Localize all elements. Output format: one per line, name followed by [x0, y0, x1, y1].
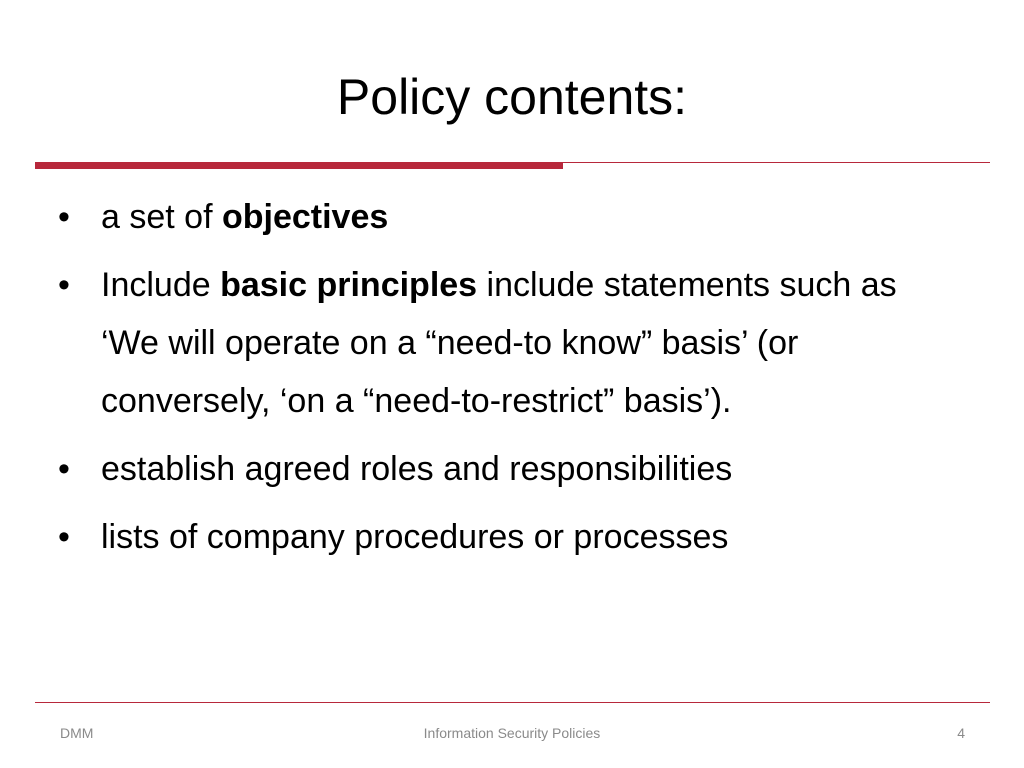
bullet-item-basic-principles: [58, 256, 958, 430]
bullet-marker: •: [58, 198, 70, 236]
bullet-item-roles: [58, 440, 958, 498]
bullet-list: [58, 188, 958, 576]
footer-divider: [35, 702, 990, 703]
slide-number: 4: [957, 725, 965, 741]
bullet-text: establish agreed roles and responsibilities: [101, 450, 733, 488]
bullet-item-objectives: [58, 188, 958, 246]
title-divider-accent: [35, 163, 563, 169]
bullet-text: a set of: [101, 198, 222, 236]
bullet-text: lists of company procedures or processes: [101, 518, 729, 556]
footer-author: DMM: [60, 725, 94, 741]
bullet-emphasis: basic principles: [220, 266, 478, 304]
bullet-marker: •: [58, 518, 70, 556]
bullet-text: Include: [101, 266, 221, 304]
bullet-text-tail: include statements such as ‘We will operate on a “need-to know” basis’ (or conversely, ‘on a “need-to-restrict” basis’).: [101, 266, 897, 420]
footer-title: Information Security Policies: [423, 725, 601, 741]
bullet-marker: •: [58, 266, 70, 304]
bullet-emphasis: objectives: [221, 198, 389, 236]
slide-title: Policy contents:: [336, 69, 688, 125]
bullet-marker: •: [58, 450, 70, 488]
bullet-item-procedures: [58, 508, 958, 566]
